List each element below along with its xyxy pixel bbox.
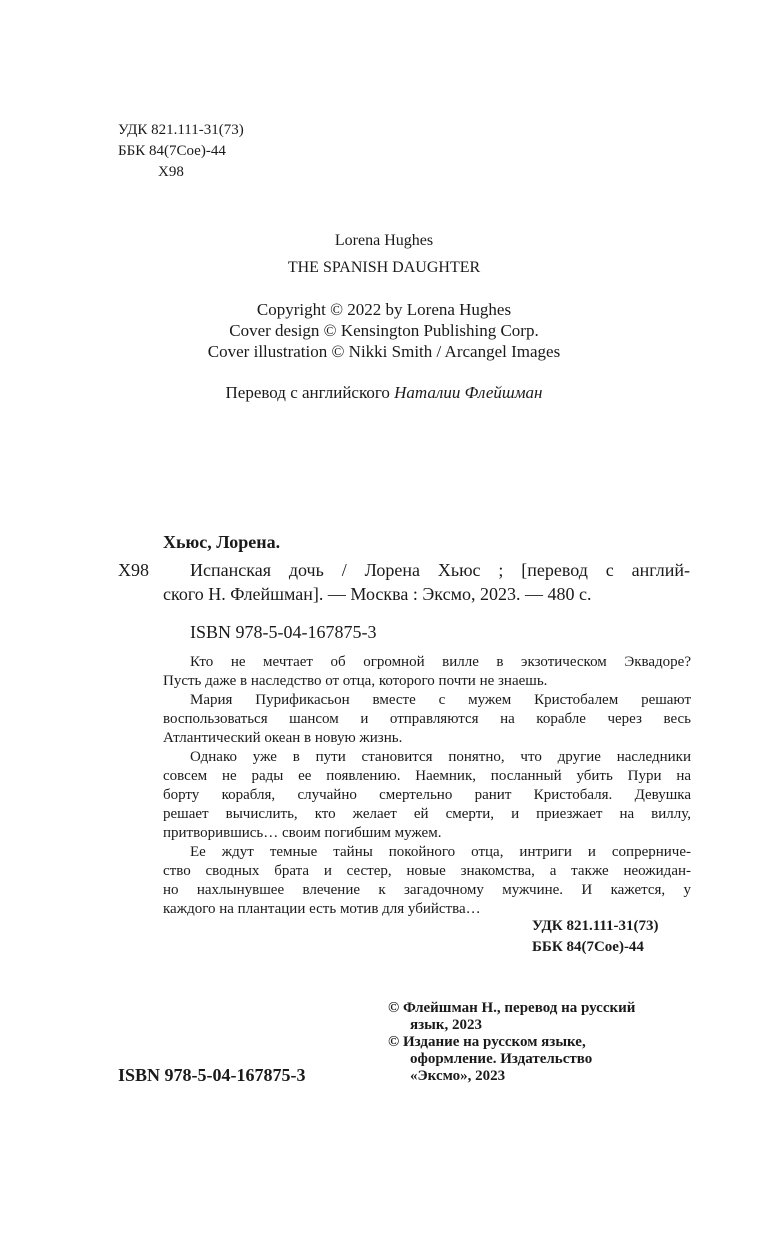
original-author: Lorena Hughes [334,232,434,249]
translation-label: Перевод с английского [225,383,390,402]
catalog-mark: Х98 [118,560,149,580]
original-title: THE SPANISH DAUGHTER [287,259,481,276]
copyright-edition-line: оформление. Издательство [410,1051,593,1067]
annotation-line: решает вычислить, кто желает ей смерти, и приезжает на виллу, [163,806,691,822]
annotation-bbk: ББК 84(7Сое)-44 [532,939,644,955]
annotation-line: ство сводных брата и сестер, новые знакомства, а также неожидан- [163,863,691,879]
copyright-line: Copyright © 2022 by Lorena Hughes [256,300,512,319]
copyright-edition-line: «Эксмо», 2023 [410,1068,506,1084]
translation-credit [0,382,768,404]
annotation-line: Пусть даже в наследство от отца, которого почти не знаешь. [163,673,548,689]
bbk-code: ББК 84(7Сое)-44 [118,143,226,159]
annotation-line: но нахлынувшее влечение к загадочному мужчине. И кажется, у [163,882,691,898]
annotation-line: Кто не мечтает об огромной вилле в экзотическом Эквадоре? [190,654,691,670]
copyright-translation [388,1000,635,1034]
udk-code: УДК 821.111-31(73) [118,122,244,138]
annotation-line: воспользоваться шансом и отправляются на корабле через весь [163,711,691,727]
annotation-line: притворившись… своим погибшим мужем. [163,825,442,841]
copyright-edition [388,1034,592,1085]
annotation-line: каждого на плантации есть мотив для убийства… [163,901,481,917]
annotation-line: Однако уже в пути становится понятно, что другие наследники [190,749,691,765]
annotation-line: Мария Пурификасьон вместе с мужем Кристобалем решают [190,692,691,708]
annotation-line: Атлантический океан в новую жизнь. [163,730,403,746]
translator-name: Наталии Флейшман [394,383,543,402]
annotation-line: Ее ждут темные тайны покойного отца, интриги и сопрерниче- [190,844,691,860]
author-mark: Х98 [158,164,184,180]
copyright-translation-line: язык, 2023 [410,1017,482,1033]
catalog-description-line: ского Н. Флейшман]. — Москва : Эксмо, 2023. — 480 с. [163,584,592,604]
annotation-line: совсем не рады ее появлению. Наемник, посланный убить Пури на [163,768,691,784]
cover-illustration-line: Cover illustration © Nikki Smith / Arcangel Images [207,342,561,361]
catalog-heading: Хьюс, Лорена. [163,532,281,552]
catalog-description-line: Испанская дочь / Лорена Хьюс ; [перевод с англий- [190,560,690,580]
annotation-udk: УДК 821.111-31(73) [532,918,659,934]
footer-isbn: ISBN 978-5-04-167875-3 [118,1065,306,1085]
copyright-translation-line: © Флейшман Н., перевод на русский [388,1000,636,1016]
annotation-line: борту корабля, случайно смертельно ранит Кристобаля. Девушка [163,787,691,803]
copyright-edition-line: © Издание на русском языке, [388,1034,586,1050]
catalog-isbn: ISBN 978-5-04-167875-3 [190,622,377,642]
cover-design-line: Cover design © Kensington Publishing Corp. [229,321,539,340]
